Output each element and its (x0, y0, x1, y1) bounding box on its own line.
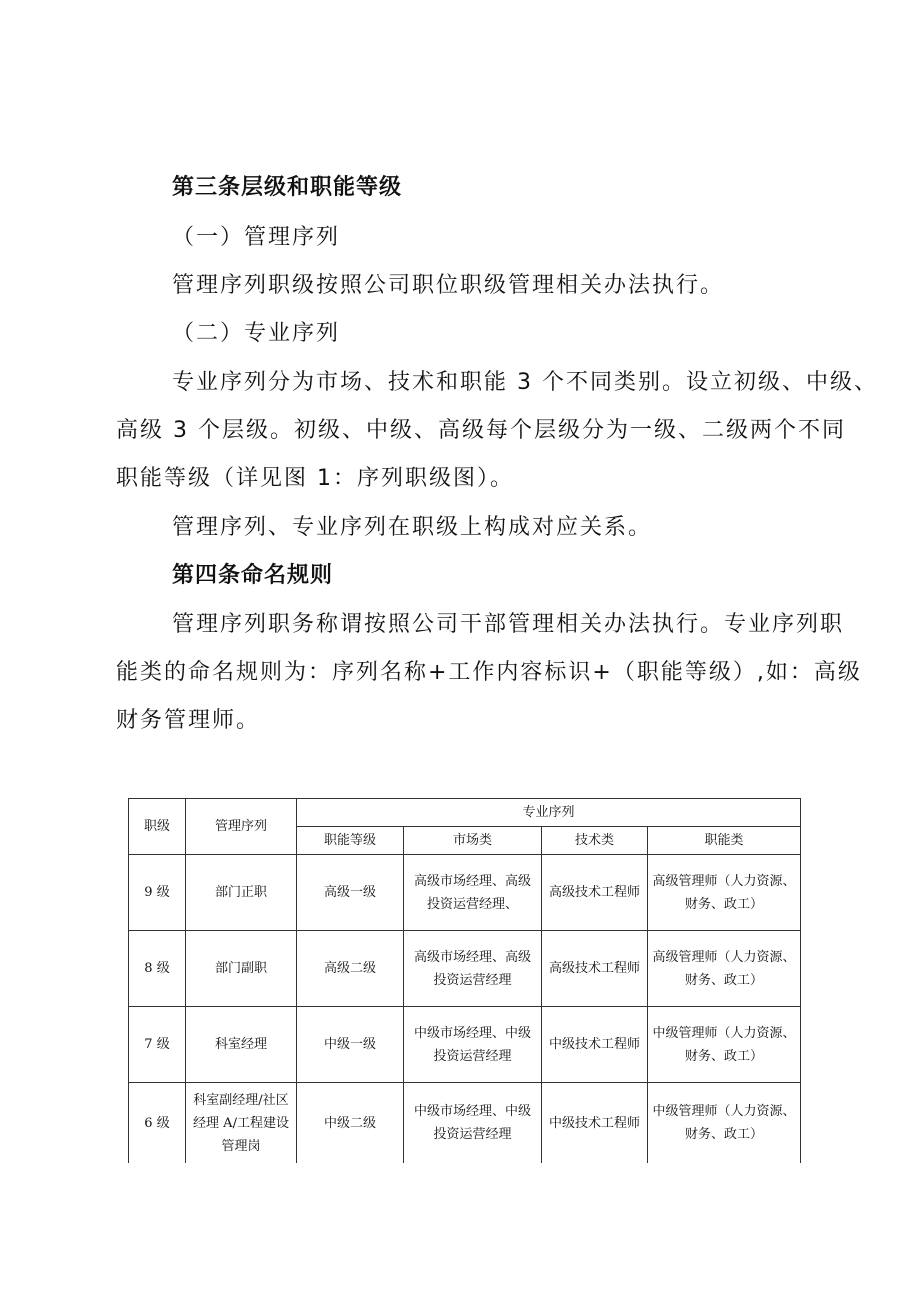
cell-market: 中级市场经理、中级投资运营经理 (404, 1007, 542, 1083)
sequence-grade-table (128, 798, 801, 1163)
correspondence-paragraph: 管理序列、专业序列在职级上构成对应关系。 (172, 515, 653, 540)
professional-paragraph-line-1: 专业序列分为市场、技术和职能 3 个不同类别。设立初级、中级、 (172, 370, 878, 395)
naming-paragraph-line-3: 财务管理师。 (116, 708, 261, 733)
naming-paragraph-line-2: 能类的命名规则为：序列名称+工作内容标识+（职能等级）,如：高级 (116, 660, 862, 685)
table-row (129, 1007, 801, 1083)
cell-technical: 中级技术工程师 (542, 1083, 648, 1164)
article-4-title: 第四条命名规则 (172, 563, 334, 588)
cell-management: 部门副职 (186, 931, 297, 1007)
management-sequence-paragraph: 管理序列职级按照公司职位职级管理相关办法执行。 (172, 273, 725, 298)
cell-technical: 高级技术工程师 (542, 931, 648, 1007)
professional-paragraph-line-2: 高级 3 个层级。初级、中级、高级每个层级分为一级、二级两个不同 (116, 418, 846, 443)
cell-functional: 高级管理师（人力资源、财务、政工） (648, 855, 801, 931)
table-row (129, 1083, 801, 1164)
cell-market: 高级市场经理、高级投资运营经理、 (404, 855, 542, 931)
cell-functional: 中级管理师（人力资源、财务、政工） (648, 1083, 801, 1164)
header-function-level: 职能等级 (297, 827, 404, 855)
table-header-row (129, 799, 801, 827)
cell-market: 中级市场经理、中级投资运营经理 (404, 1083, 542, 1164)
cell-grade: 6 级 (129, 1083, 186, 1164)
article-3-title: 第三条层级和职能等级 (172, 175, 403, 200)
cell-grade: 8 级 (129, 931, 186, 1007)
header-technical: 技术类 (542, 827, 648, 855)
naming-paragraph-line-1: 管理序列职务称谓按照公司干部管理相关办法执行。专业序列职 (172, 612, 845, 637)
cell-market: 高级市场经理、高级投资运营经理 (404, 931, 542, 1007)
cell-management: 科室经理 (186, 1007, 297, 1083)
header-grade: 职级 (129, 799, 186, 855)
cell-level: 高级二级 (297, 931, 404, 1007)
professional-paragraph-line-3: 职能等级（详见图 1：序列职级图）。 (116, 466, 514, 491)
cell-functional: 中级管理师（人力资源、财务、政工） (648, 1007, 801, 1083)
cell-grade: 7 级 (129, 1007, 186, 1083)
cell-management: 科室副经理/社区经理 A/工程建设管理岗 (186, 1083, 297, 1164)
cell-management: 部门正职 (186, 855, 297, 931)
cell-technical: 中级技术工程师 (542, 1007, 648, 1083)
table-row (129, 931, 801, 1007)
header-management-sequence: 管理序列 (186, 799, 297, 855)
cell-grade: 9 级 (129, 855, 186, 931)
management-sequence-subheading: （一）管理序列 (172, 225, 341, 250)
header-functional: 职能类 (648, 827, 801, 855)
professional-sequence-subheading: （二）专业序列 (172, 321, 341, 346)
header-market: 市场类 (404, 827, 542, 855)
cell-level: 中级一级 (297, 1007, 404, 1083)
cell-functional: 高级管理师（人力资源、财务、政工） (648, 931, 801, 1007)
header-professional-sequence: 专业序列 (297, 799, 801, 827)
table-row (129, 855, 801, 931)
cell-level: 中级二级 (297, 1083, 404, 1164)
cell-technical: 高级技术工程师 (542, 855, 648, 931)
cell-level: 高级一级 (297, 855, 404, 931)
